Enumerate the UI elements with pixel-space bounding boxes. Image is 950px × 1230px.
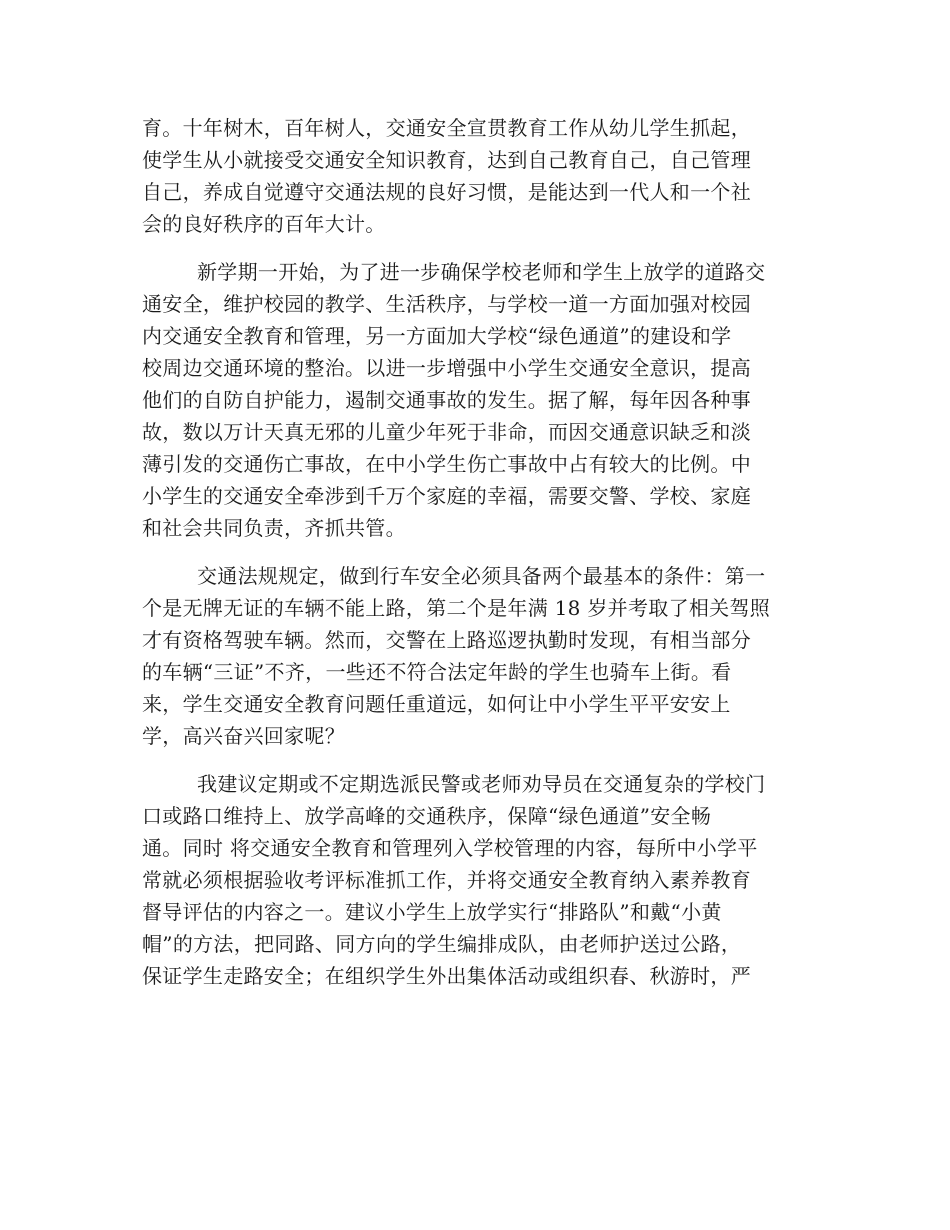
paragraph-1: [142, 112, 802, 240]
text-line: 保证学生走路安全；在组织学生外出集体活动或组织春、秋游时，严: [142, 964, 751, 988]
text-line: 督导评估的内容之一。建议小学生上放学实行“排路队”和戴“小黄: [142, 900, 722, 924]
text-line: 帽”的方法，把同路、同方向的学生编排成队，由老师护送过公路，: [142, 932, 742, 956]
text-line: 小学生的交通安全牵涉到千万个家庭的幸福，需要交警、学校、家庭: [142, 484, 751, 508]
paragraph-4: [142, 768, 802, 992]
text-line: 常就必须根据验收考评标准抓工作，并将交通安全教育纳入素养教育: [142, 868, 751, 892]
text-line: 自己，养成自觉遵守交通法规的良好习惯，是能达到一代人和一个社: [142, 180, 751, 204]
text-line: 的车辆“三证”不齐，一些还不符合法定年龄的学生也骑车上街。看: [142, 660, 732, 684]
text-line: 通。同时 将交通安全教育和管理列入学校管理的内容，每所中小学平: [142, 836, 758, 860]
document-body: [142, 112, 802, 1008]
text-line: 口或路口维持上、放学高峰的交通秩序，保障“绿色通道”安全畅: [142, 804, 712, 828]
text-line: 薄引发的交通伤亡事故，在中小学生伤亡事故中占有较大的比例。中: [142, 452, 751, 476]
text-line: 来，学生交通安全教育问题任重道远，如何让中小学生平平安安上: [142, 692, 731, 716]
text-line: 交通法规规定，做到行车安全必须具备两个最基本的条件：第一: [197, 564, 766, 588]
paragraph-3: [142, 560, 802, 752]
text-line: 学，高兴奋兴回家呢？: [142, 724, 345, 748]
text-line: 新学期一开始，为了进一步确保学校老师和学生上放学的道路交: [197, 260, 766, 284]
text-line: 我建议定期或不定期选派民警或老师劝导员在交通复杂的学校门: [197, 772, 766, 796]
text-line: 内交通安全教育和管理，另一方面加大学校“绿色通道”的建设和学: [142, 324, 732, 348]
text-line: 故，数以万计天真无邪的儿童少年死于非命，而因交通意识缺乏和淡: [142, 420, 751, 444]
text-line: 个是无牌无证的车辆不能上路，第二个是年满 18 岁并考取了相关驾照: [142, 596, 771, 620]
text-line: 他们的自防自护能力，遏制交通事故的发生。据了解，每年因各种事: [142, 388, 751, 412]
text-line: 育。十年树木，百年树人，交通安全宣贯教育工作从幼儿学生抓起，: [142, 116, 751, 140]
text-line: 使学生从小就接受交通安全知识教育，达到自己教育自己，自己管理: [142, 148, 751, 172]
paragraph-2: [142, 256, 802, 544]
text-line: 会的良好秩序的百年大计。: [142, 212, 386, 236]
text-line: 才有资格驾驶车辆。然而，交警在上路巡逻执勤时发现，有相当部分: [142, 628, 751, 652]
text-line: 校周边交通环境的整治。以进一步增强中小学生交通安全意识，提高: [142, 356, 751, 380]
text-line: 通安全，维护校园的教学、生活秩序，与学校一道一方面加强对校园: [142, 292, 751, 316]
text-line: 和社会共同负责，齐抓共管。: [142, 516, 406, 540]
